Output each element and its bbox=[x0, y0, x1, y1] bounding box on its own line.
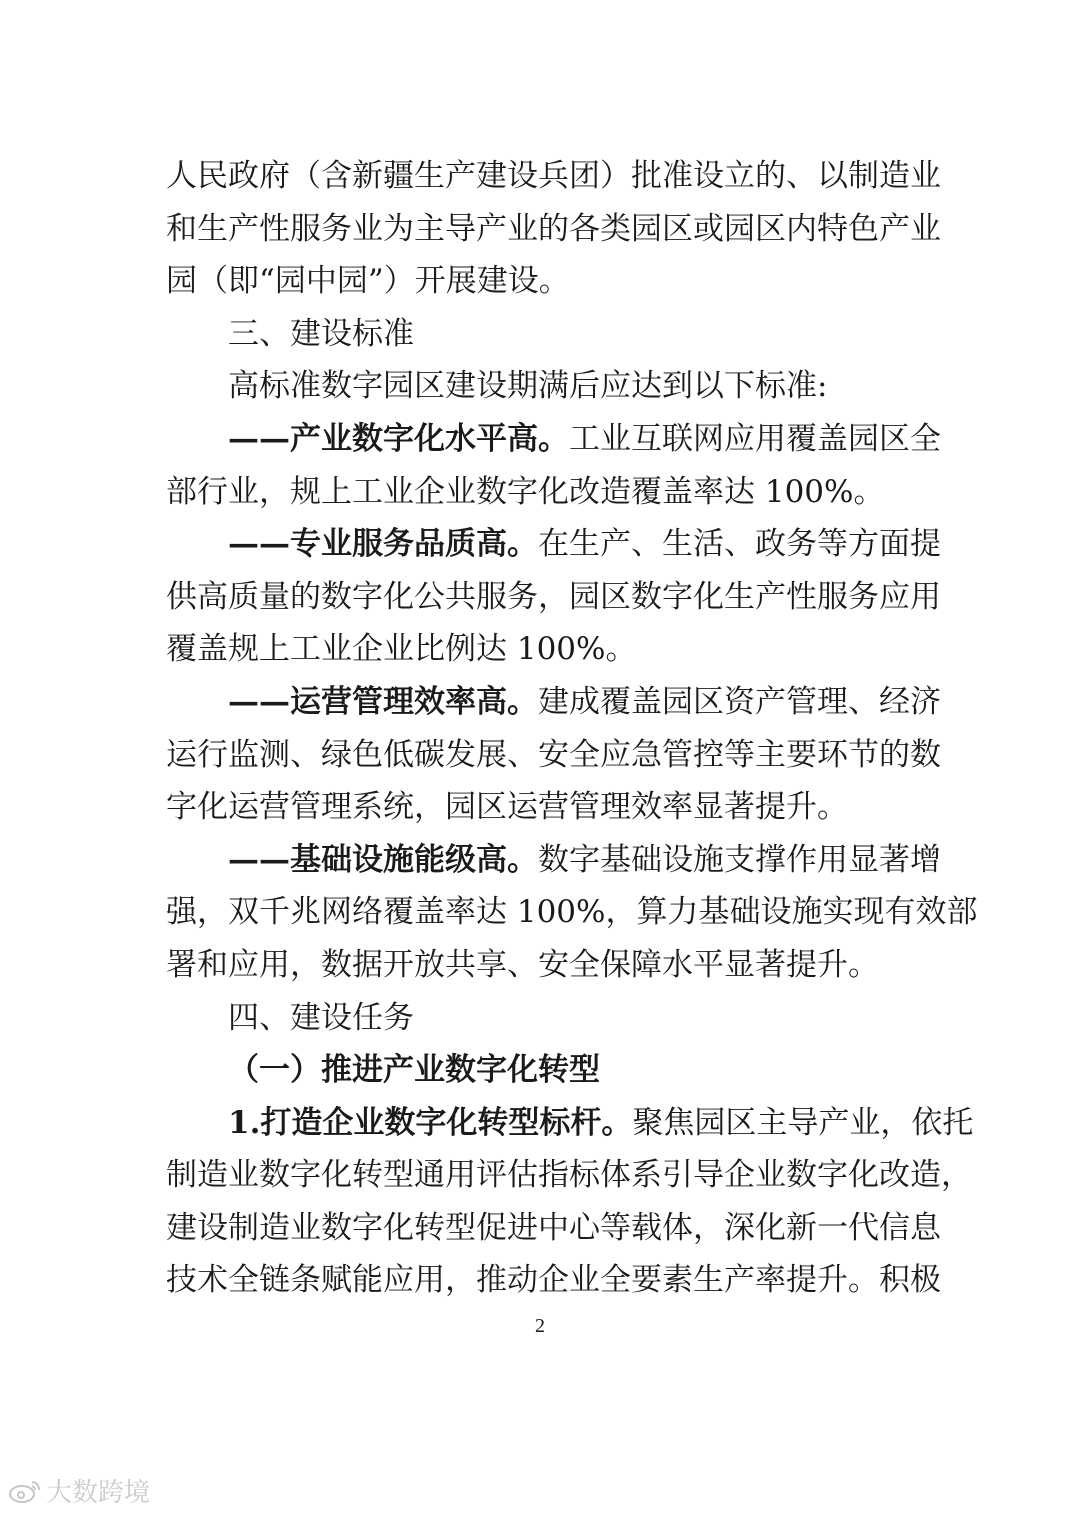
line-text: 覆盖规上工业企业比例达 100%。 bbox=[166, 631, 637, 668]
watermark-text: 大数跨境 bbox=[46, 1478, 151, 1508]
text-line bbox=[166, 308, 918, 361]
bold-lead: ——专业服务品质高。 bbox=[228, 526, 538, 563]
line-text: 运行监测、绿色低碳发展、安全应急管控等主要环节的数 bbox=[166, 736, 941, 773]
document-body bbox=[166, 150, 978, 1307]
line-text: 制造业数字化转型通用评估指标体系引导企业数字化改造， bbox=[166, 1157, 972, 1194]
line-text: 工业互联网应用覆盖园区全 bbox=[569, 420, 941, 457]
line-text: 技术全链条赋能应用，推动企业全要素生产率提升。积极 bbox=[166, 1262, 941, 1299]
text-line bbox=[166, 939, 918, 992]
text-line bbox=[166, 203, 941, 256]
line-text: 建成覆盖园区资产管理、经济 bbox=[538, 683, 941, 720]
text-line bbox=[166, 781, 918, 834]
bold-lead: ——产业数字化水平高。 bbox=[228, 420, 569, 457]
text-line bbox=[166, 518, 941, 571]
page-number: 2 bbox=[535, 1315, 545, 1337]
line-text: 强，双千兆网络覆盖率达 100%，算力基础设施实现有效部 bbox=[166, 894, 978, 931]
text-line bbox=[166, 466, 918, 519]
text-line bbox=[166, 886, 978, 939]
text-line bbox=[166, 676, 941, 729]
text-line bbox=[166, 1254, 941, 1307]
text-line bbox=[166, 150, 941, 203]
watermark bbox=[8, 1472, 150, 1509]
text-line bbox=[166, 413, 941, 466]
line-text: （一）推进产业数字化转型 bbox=[228, 1052, 600, 1089]
line-text: 部行业，规上工业企业数字化改造覆盖率达 100%。 bbox=[166, 473, 885, 510]
line-text: 在生产、生活、政务等方面提 bbox=[538, 526, 941, 563]
line-text: 署和应用，数据开放共享、安全保障水平显著提升。 bbox=[166, 946, 879, 983]
line-text: 高标准数字园区建设期满后应达到以下标准: bbox=[228, 368, 828, 405]
bold-lead: 1.打造企业数字化转型标杆。 bbox=[228, 1104, 633, 1141]
text-line bbox=[166, 729, 941, 782]
text-line bbox=[166, 1149, 972, 1202]
line-text: 园（即“园中园”）开展建设。 bbox=[166, 263, 570, 300]
text-line bbox=[166, 571, 941, 624]
line-text: 字化运营管理系统，园区运营管理效率显著提升。 bbox=[166, 789, 848, 826]
line-text: 三、建设标准 bbox=[228, 315, 414, 352]
weibo-logo-icon bbox=[8, 1478, 42, 1504]
text-line bbox=[166, 834, 941, 887]
line-text: 和生产性服务业为主导产业的各类园区或园区内特色产业 bbox=[166, 210, 941, 247]
bold-lead: ——基础设施能级高。 bbox=[228, 841, 538, 878]
bold-lead: ——运营管理效率高。 bbox=[228, 683, 538, 720]
text-line bbox=[166, 1097, 974, 1150]
line-text: 供高质量的数字化公共服务，园区数字化生产性服务应用 bbox=[166, 578, 941, 615]
line-text: 人民政府（含新疆生产建设兵团）批准设立的、以制造业 bbox=[166, 158, 941, 194]
text-line bbox=[166, 623, 918, 676]
text-line bbox=[166, 992, 918, 1045]
line-text: 聚焦园区主导产业，依托 bbox=[632, 1104, 974, 1141]
line-text: 建设制造业数字化转型促进中心等载体，深化新一代信息 bbox=[166, 1209, 941, 1246]
line-text: 数字基础设施支撑作用显著增 bbox=[538, 841, 941, 878]
text-line bbox=[166, 360, 918, 413]
text-line bbox=[166, 1044, 918, 1097]
line-text: 四、建设任务 bbox=[228, 999, 414, 1036]
text-line bbox=[166, 255, 918, 308]
text-line bbox=[166, 1202, 941, 1255]
